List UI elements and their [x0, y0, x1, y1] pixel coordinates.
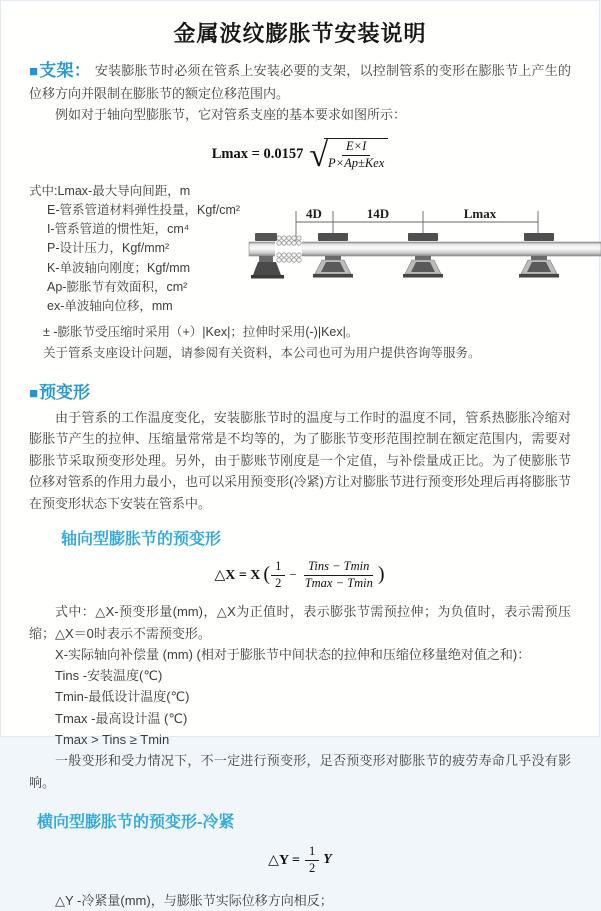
formula-rhs: Y — [323, 852, 332, 868]
definition-line: Ap-膨胀节有效面积，cm² — [47, 279, 188, 294]
fraction-numerator: E×I — [342, 139, 370, 156]
close-paren: ) — [377, 562, 385, 585]
tmin-definition-line: Tmin-最低设计温度(℃) — [55, 689, 190, 705]
one-half-fraction — [271, 559, 285, 591]
definition-line: K-单波轴向刚度；Kgf/mm — [47, 260, 191, 275]
definition-line: I-管系管道的惯性矩，cm⁴ — [47, 222, 190, 237]
support-example-line: 例如对于轴向型膨胀节，它对管系支座的基本要求如图所示： — [55, 107, 407, 122]
minus-sign: − — [289, 567, 297, 583]
formula-lhs: △Y = — [268, 852, 301, 868]
lmax-formula: Lmax = 0.0157 √ $\frac{E\times I}{\text{P×Ap±Kex}}$ — [29, 136, 571, 174]
fraction-denominator: 2 — [309, 860, 316, 875]
formula-lhs: Lmax = 0.0157 — [211, 146, 304, 162]
axial-predeform-formula — [29, 559, 571, 591]
page-title: 金属波纹膨胀节安装说明 — [173, 21, 427, 46]
formula-lhs: △X = X — [214, 567, 261, 583]
axial-subsection-title: 轴向型膨胀节的预变形 — [61, 531, 222, 548]
fraction-denominator: Tmax − Tmin — [304, 575, 373, 590]
lateral-note-line: △Y -冷紧量(mm)，与膨胀节实际位移方向相反； — [55, 893, 333, 909]
axial-formula-explanation: 式中：△X-预变形量(mm)，△X为正值时，表示膨张节需预拉伸；为负值时，表示需预压缩；△X＝0时表示不需预变形。 — [29, 604, 571, 641]
dimension-label-14d: 14D — [366, 205, 390, 221]
fraction-numerator: 1 — [305, 844, 319, 861]
predeform-section-header — [29, 378, 571, 403]
section-square-icon: ■ — [29, 384, 39, 402]
x-definition-line: X-实际轴向补偿量 (mm) (相对于膨胀节中间状态的拉伸和压缩位移量绝对值之和)： — [55, 646, 531, 662]
fraction-numerator: Tins − Tmin — [304, 559, 373, 576]
fraction-numerator: 1 — [271, 559, 285, 576]
axial-general-note: 一般变形和受力情况下，不一定进行预变形，足否预变形对膨胀节的疲劳寿命几乎没有影响。 — [29, 753, 571, 790]
pipe-support-diagram — [251, 204, 601, 304]
definition-line: 式中:Lmax-最大导向间距，m — [29, 183, 191, 198]
one-half-fraction — [305, 844, 319, 876]
definition-line: ex-单波轴向位移，mm — [47, 299, 173, 314]
support-intro-paragraph — [29, 60, 571, 104]
support-intro-text: 安装膨胀节时必须在管系上安装必要的支架，以控制管系的变形在膨胀节上产生的位移方向并限制在膨胀节的额定位移范围内。 — [29, 63, 571, 101]
definition-line: P-设计压力，Kgf/mm² — [47, 241, 170, 256]
dimension-label-4d: 4D — [306, 205, 322, 221]
tins-definition-line: Tins -安装温度(℃) — [55, 668, 163, 684]
open-paren: ( — [263, 562, 271, 585]
fraction-denominator: 2 — [275, 575, 282, 590]
predeform-body-paragraph: 由于管系的工作温度变化，安装膨胀节时的温度与工作时的温度不同，管系热膨胀冷缩对膨胀节产生的拉伸、压缩量常常是不均等的，为了膨胀节变形范围控制在额定范围内，需要对膨胀节采取预变形处理。另外，由于膨账节刚度是一个定值，与补偿量成正比。为了使膨胀节位移对管系的作用力最小，也可以采用预变形(冷紧)方让对膨胀节进行预变形处理后再将膨胀节在预变形状态下安装在管系中。 — [29, 409, 571, 511]
temperature-relation-line: Tmax > Tins ≥ Tmin — [55, 732, 170, 748]
support-section-label: 支架： — [39, 61, 91, 80]
temperature-fraction — [301, 559, 377, 591]
plus-minus-note: ± -膨胀节受压缩时采用（+）|Kex|；拉伸时采用(-)|Kex|。 — [43, 324, 359, 339]
sqrt-fraction — [324, 138, 388, 171]
definition-line: E-管系管道材料弹性投量，Kgf/cm² — [47, 202, 241, 217]
support-section-header — [29, 61, 91, 80]
tmax-definition-line: Tmax -最高设计温 (℃) — [55, 710, 188, 726]
bellows-icon — [275, 235, 302, 261]
section-square-icon: ■ — [29, 63, 39, 80]
predeform-section-label: 预变形 — [39, 382, 91, 402]
lateral-coldtight-formula — [29, 844, 571, 876]
lateral-subsection-title: 横向型膨胀节的预变形-冷紧 — [37, 813, 235, 831]
fraction-denominator: P×Ap±Kex — [328, 155, 385, 170]
dimension-label-lmax: Lmax — [463, 205, 497, 221]
consult-note: 关于管系支座设计问题，请参阅有关资料，本公司也可为用户提供咨询等服务。 — [43, 345, 481, 360]
definitions-and-diagram — [29, 182, 571, 322]
